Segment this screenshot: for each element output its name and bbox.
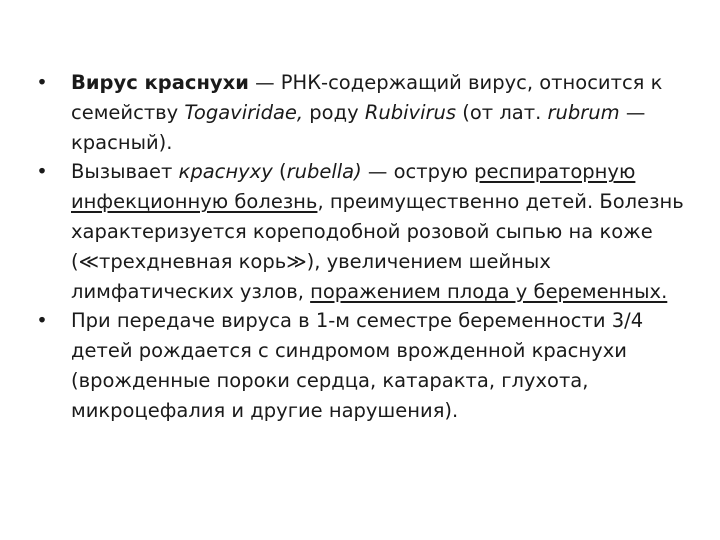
bullet-text (71, 71, 662, 154)
bullet-list (32, 68, 694, 426)
bullet-text (71, 160, 684, 302)
text-span: (от лат. (456, 100, 548, 124)
term-bold: Вирус краснухи (71, 71, 249, 94)
text-span: — острую (361, 160, 475, 184)
text-span: — РНК-содержащий вирус, относится к семейству (71, 71, 663, 124)
bullet-text: При передаче вируса в 1-м семестре беременности 3/4 детей рождается с синдромом врожденной краснухи (врожденные пороки сердца, катаракта, глухота, микроцефалия и другие нарушения). (71, 309, 644, 422)
latin-disease-name: rubella) (286, 160, 362, 184)
text-span: ( (272, 160, 287, 184)
bullet-item-rubella-virus (32, 68, 694, 157)
bullet-dot-icon: • (36, 309, 48, 333)
bullet-item-disease (32, 157, 694, 306)
bullet-dot-icon: • (36, 71, 48, 94)
underlined-phrase-fetal-damage: поражением плода у беременных. (310, 279, 668, 303)
text-span: , преимущественно детей. Болезнь характеризуется кореподобной розовой сыпью на коже (≪трехдневная корь≫), увеличением шейных лимфатических узлов, (71, 190, 684, 303)
latin-word: rubrum (547, 100, 620, 124)
family-name: Togaviridae, (184, 100, 304, 124)
bullet-dot-icon: • (36, 160, 48, 184)
genus-name: Rubivirus (364, 100, 457, 124)
bullet-item-transmission (32, 306, 694, 425)
underlined-phrase-respiratory: респираторную инфекционную болезнь (71, 160, 636, 214)
text-span: — красный). (71, 100, 646, 154)
text-span: роду (303, 100, 365, 124)
text-span: Вызывает (71, 160, 179, 184)
disease-name: краснуху (178, 160, 273, 184)
